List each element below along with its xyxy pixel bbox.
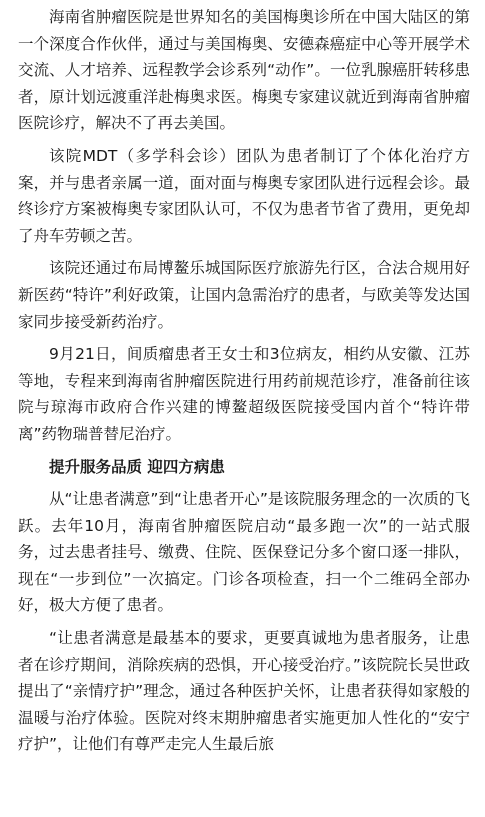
paragraph-patient-case: 9月21日，间质瘤患者王女士和3位病友，相约从安徽、江苏等地，专程来到海南省肿瘤医院进行用药前规范诊疗，准备前往该院与琼海市政府合作兴建的博鳌超级医院接受国内首个“特许带离”药物瑞普替尼治疗。: [18, 345, 470, 443]
paragraph-mdt-consultation: 该院MDT（多学科会诊）团队为患者制订了个体化治疗方案，并与患者亲属一道，面对面与梅奥专家团队进行远程会诊。最终诊疗方案被梅奥专家团队认可，不仅为患者节省了费用，更免却了舟车劳顿之苦。: [18, 146, 470, 245]
paragraph-mayo-partnership: 海南省肿瘤医院是世界知名的美国梅奥诊所在中国大陆区的第一个深度合作伙伴，通过与美国梅奥、安德森癌症中心等开展学术交流、人才培养、远程教学会诊系列“动作”。一位乳腺癌肝转移患者，原计划远渡重洋赴梅奥求医。梅奥专家建议就近到海南省肿瘤医院诊疗，解决不了再去美国。: [18, 8, 470, 133]
paragraph-care-philosophy: “让患者满意是最基本的要求，更要真诚地为患者服务，让患者在诊疗期间，消除疾病的恐惧，开心接受治疗。”该院院长吴世政提出了“亲情疗护”理念，通过各种医护关怀，让患者获得如家般的温暖与治疗体验。医院对终末期肿瘤患者实施更加人性化的“安宁疗护”，让他们有尊严走完人生最后旅: [18, 629, 470, 754]
paragraph-one-stop-service: 从“让患者满意”到“让患者开心”是该院服务理念的一次质的飞跃。去年10月，海南省肿瘤医院启动“最多跑一次”的一站式服务，过去患者挂号、缴费、住院、医保登记分多个窗口逐一排队，现在“一步到位”一次搞定。门诊各项检查，扫一个二维码全部办好，极大方便了患者。: [18, 490, 470, 615]
section-heading: 提升服务品质 迎四方病患: [49, 457, 225, 476]
paragraph-boao-policy: 该院还通过布局博鳌乐城国际医疗旅游先行区，合法合规用好新医药“特许”利好政策，让国内急需治疗的患者，与欧美等发达国家同步接受新药治疗。: [18, 259, 470, 331]
article-body: [18, 4, 470, 764]
